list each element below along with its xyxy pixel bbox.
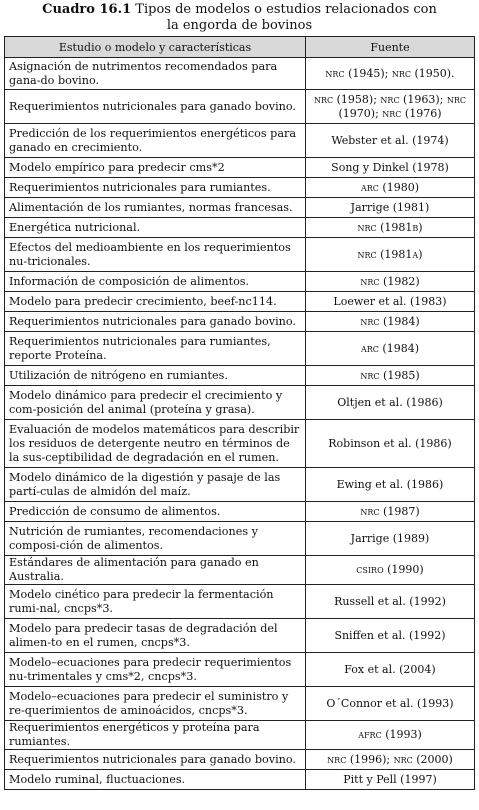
source-cell: nrc (1984): [306, 312, 475, 332]
table-row: [5, 58, 475, 90]
study-cell: Utilización de nitrógeno en rumiantes.: [5, 366, 306, 386]
study-cell: Efectos del medioambiente en los requerimientos nu-tricionales.: [5, 238, 306, 272]
table-row: [5, 178, 475, 198]
study-cell: Modelo–ecuaciones para predecir el suministro y re-querimientos de aminoácidos, cncps*3.: [5, 687, 306, 721]
table-row: [5, 312, 475, 332]
header-source: Fuente: [306, 37, 475, 58]
source-cell: nrc (1996); nrc (2000): [306, 750, 475, 770]
study-cell: Modelo dinámico de la digestión y pasaje de las partí-culas de almidón del maíz.: [5, 468, 306, 502]
table-row: [5, 218, 475, 238]
table-row: [5, 90, 475, 124]
source-cell: Jarrige (1989): [306, 522, 475, 556]
study-cell: Evaluación de modelos matemáticos para describir los residuos de detergente neutro en términos de la sus-ceptibilidad de degradación en el rumen.: [5, 420, 306, 468]
source-cell: Ewing et al. (1986): [306, 468, 475, 502]
source-cell: nrc (1987): [306, 502, 475, 522]
source-cell: nrc (1985): [306, 366, 475, 386]
study-cell: Modelo ruminal, fluctuaciones.: [5, 770, 306, 790]
table-row: [5, 420, 475, 468]
study-cell: Alimentación de los rumiantes, normas francesas.: [5, 198, 306, 218]
study-cell: Modelo para predecir crecimiento, beef-nc114.: [5, 292, 306, 312]
caption-number: Cuadro 16.1: [42, 2, 132, 17]
table-row: [5, 158, 475, 178]
table-row: [5, 124, 475, 158]
source-cell: Pitt y Pell (1997): [306, 770, 475, 790]
table-row: [5, 332, 475, 366]
source-cell: Robinson et al. (1986): [306, 420, 475, 468]
table-row: [5, 386, 475, 420]
table-row: [5, 556, 475, 585]
study-cell: Requerimientos nutricionales para ganado bovino.: [5, 90, 306, 124]
study-cell: Requerimientos nutricionales para rumiantes.: [5, 178, 306, 198]
table-row: [5, 468, 475, 502]
study-cell: Requerimientos nutricionales para rumiantes, reporte Proteína.: [5, 332, 306, 366]
table-row: [5, 653, 475, 687]
table-row: [5, 687, 475, 721]
source-cell: Oltjen et al. (1986): [306, 386, 475, 420]
table-row: [5, 585, 475, 619]
models-table: [4, 36, 475, 790]
study-cell: Modelo para predecir tasas de degradación del alimen-to en el rumen, cncps*3.: [5, 619, 306, 653]
caption-line1: Tipos de modelos o estudios relacionados con: [135, 2, 437, 17]
source-cell: O´Connor et al. (1993): [306, 687, 475, 721]
study-cell: Predicción de los requerimientos energéticos para ganado en crecimiento.: [5, 124, 306, 158]
study-cell: Modelo empírico para predecir cms*2: [5, 158, 306, 178]
source-cell: nrc (1958); nrc (1963); nrc (1970); nrc (1976): [306, 90, 475, 124]
table-row: [5, 272, 475, 292]
study-cell: Energética nutricional.: [5, 218, 306, 238]
study-cell: Requerimientos nutricionales para ganado bovino.: [5, 312, 306, 332]
source-cell: Fox et al. (2004): [306, 653, 475, 687]
header-study: Estudio o modelo y características: [5, 37, 306, 58]
source-cell: Jarrige (1981): [306, 198, 475, 218]
source-cell: afrc (1993): [306, 721, 475, 750]
study-cell: Modelo–ecuaciones para predecir requerimientos nu-trimentales y cms*2, cncps*3.: [5, 653, 306, 687]
study-cell: Modelo cinético para predecir la fermentación rumi-nal, cncps*3.: [5, 585, 306, 619]
table-row: [5, 750, 475, 770]
study-cell: Información de composición de alimentos.: [5, 272, 306, 292]
source-cell: nrc (1981b): [306, 218, 475, 238]
source-cell: Sniffen et al. (1992): [306, 619, 475, 653]
study-cell: Nutrición de rumiantes, recomendaciones y composi-ción de alimentos.: [5, 522, 306, 556]
table-row: [5, 522, 475, 556]
source-cell: nrc (1982): [306, 272, 475, 292]
source-cell: Webster et al. (1974): [306, 124, 475, 158]
study-cell: Modelo dinámico para predecir el crecimiento y com-posición del animal (proteína y grasa).: [5, 386, 306, 420]
table-row: [5, 721, 475, 750]
table-row: [5, 502, 475, 522]
table-row: [5, 238, 475, 272]
source-cell: nrc (1981a): [306, 238, 475, 272]
table-row: [5, 619, 475, 653]
study-cell: Estándares de alimentación para ganado en Australia.: [5, 556, 306, 585]
source-cell: Russell et al. (1992): [306, 585, 475, 619]
source-cell: csiro (1990): [306, 556, 475, 585]
source-cell: nrc (1945); nrc (1950).: [306, 58, 475, 90]
caption-line2: la engorda de bovinos: [166, 18, 313, 33]
source-cell: Song y Dinkel (1978): [306, 158, 475, 178]
table-row: [5, 366, 475, 386]
study-cell: Predicción de consumo de alimentos.: [5, 502, 306, 522]
study-cell: Requerimientos energéticos y proteína para rumiantes.: [5, 721, 306, 750]
table-row: [5, 770, 475, 790]
header-row: [5, 37, 475, 58]
table-row: [5, 292, 475, 312]
study-cell: Requerimientos nutricionales para ganado bovino.: [5, 750, 306, 770]
table-row: [5, 198, 475, 218]
table-caption: [0, 0, 479, 36]
study-cell: Asignación de nutrimentos recomendados para gana-do bovino.: [5, 58, 306, 90]
source-cell: arc (1984): [306, 332, 475, 366]
source-cell: arc (1980): [306, 178, 475, 198]
source-cell: Loewer et al. (1983): [306, 292, 475, 312]
